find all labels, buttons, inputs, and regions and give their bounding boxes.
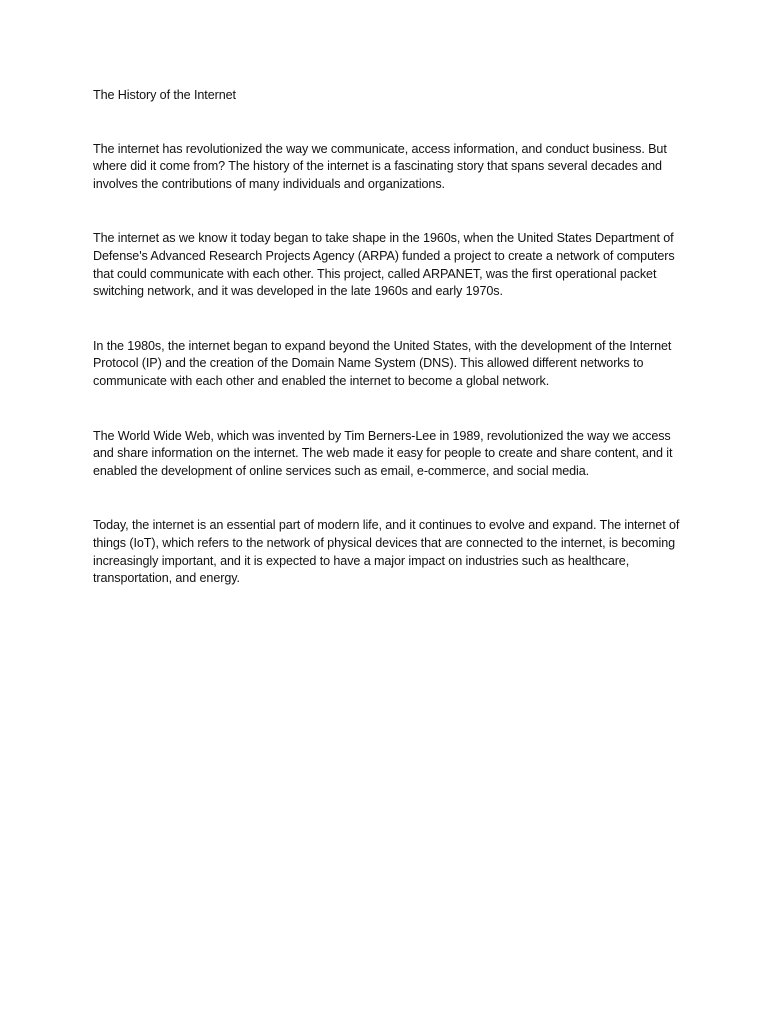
paragraph-today: Today, the internet is an essential part of modern life, and it continues to evolve and expand. The internet of things (IoT), which refers to the network of physical devices that are connected to the internet, is becoming increasingly important, and it is expected to have a major impact on industries such as healthcare, transportation, and energy. bbox=[93, 518, 680, 586]
paragraph-1980s: In the 1980s, the internet began to expand beyond the United States, with the development of the Internet Protocol (IP) and the creation of the Domain Name System (DNS). This allowed different networks to communicate with each other and enabled the internet to become a global network. bbox=[93, 338, 672, 388]
paragraph-arpanet: The internet as we know it today began to take shape in the 1960s, when the United States Department of Defense's Advanced Research Projects Agency (ARPA) funded a project to create a network of computers that could communicate with each other. This project, called ARPANET, was the first operational packet switching network, and it was developed in the late 1960s and early 1970s. bbox=[93, 231, 675, 299]
spacer bbox=[93, 480, 683, 517]
paragraph-intro: The internet has revolutionized the way we communicate, access information, and conduct business. But where did it come from? The history of the internet is a fascinating story that spans several decades and involves the contributions of many individuals and organizations. bbox=[93, 141, 667, 191]
spacer bbox=[93, 301, 683, 338]
spacer bbox=[93, 105, 683, 141]
spacer bbox=[93, 391, 683, 428]
document-body bbox=[93, 87, 683, 588]
spacer bbox=[93, 193, 683, 230]
paragraph-world-wide-web: The World Wide Web, which was invented by Tim Berners-Lee in 1989, revolutionized the way we access and share information on the internet. The web made it easy for people to create and share content, and it enabled the development of online services such as email, e-commerce, and social media. bbox=[93, 428, 673, 478]
document-title: The History of the Internet bbox=[93, 88, 236, 102]
